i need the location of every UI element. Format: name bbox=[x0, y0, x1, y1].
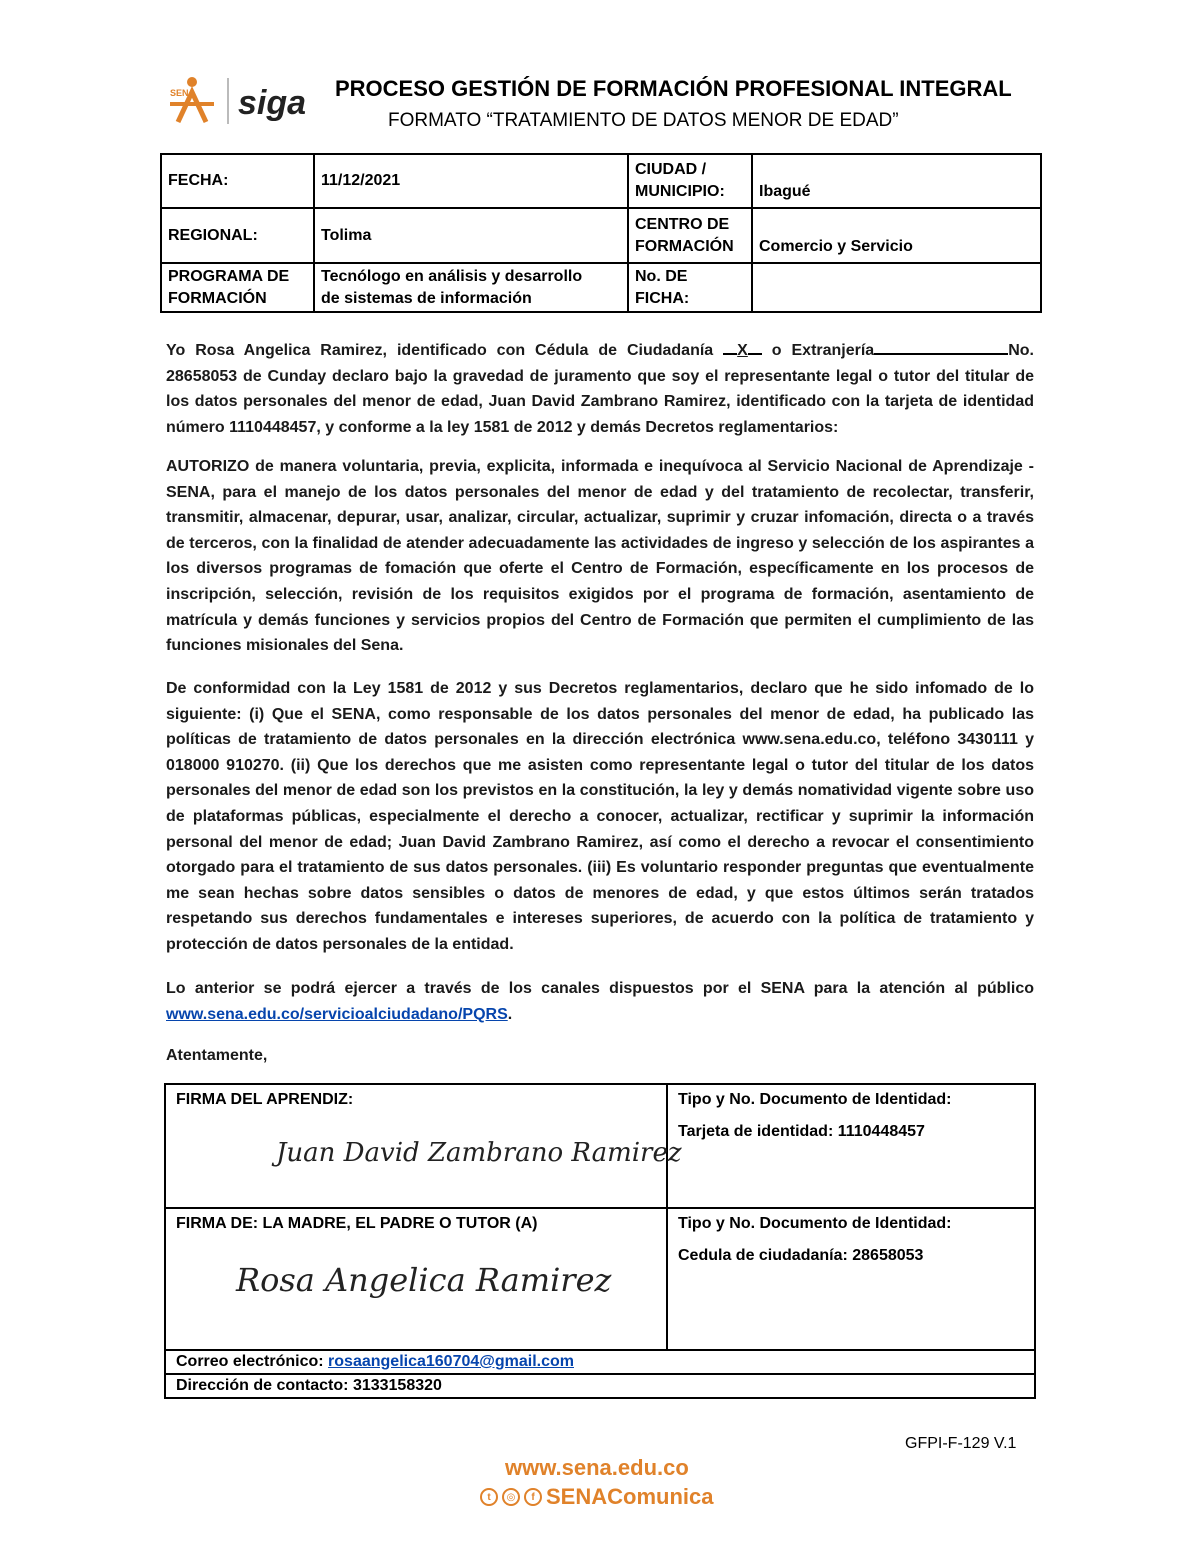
ciudad-label: CIUDAD / MUNICIPIO: bbox=[628, 154, 752, 208]
info-table bbox=[160, 153, 1042, 313]
tutor-signature bbox=[236, 1247, 616, 1307]
closing-text: Atentamente, bbox=[166, 1047, 268, 1064]
footer-social bbox=[480, 1484, 713, 1510]
aprendiz-document-cell bbox=[667, 1084, 1035, 1208]
fecha-value: 11/12/2021 bbox=[314, 154, 628, 208]
ciudad-value: Ibagué bbox=[752, 154, 1041, 208]
tutor-document-cell bbox=[667, 1208, 1035, 1350]
document-type-label-2: Tipo y No. Documento de Identidad: bbox=[678, 1215, 952, 1232]
aprendiz-signature-label: FIRMA DEL APRENDIZ: bbox=[176, 1091, 354, 1108]
email-row bbox=[165, 1350, 1035, 1374]
email-label: Correo electrónico: bbox=[176, 1353, 324, 1370]
facebook-icon: f bbox=[524, 1488, 542, 1506]
document-subtitle: FORMATO “TRATAMIENTO DE DATOS MENOR DE EDAD” bbox=[388, 110, 899, 131]
document-title: PROCESO GESTIÓN DE FORMACIÓN PROFESIONAL INTEGRAL bbox=[335, 76, 1012, 101]
tutor-document-value: Cedula de ciudadanía: 28658053 bbox=[678, 1247, 924, 1264]
aprendiz-document-value: Tarjeta de identidad: 1110448457 bbox=[678, 1123, 925, 1140]
programa-label: PROGRAMA DE FORMACIÓN bbox=[161, 263, 314, 312]
svg-text:Rosa Angelica Ramirez: Rosa Angelica Ramirez bbox=[236, 1261, 612, 1299]
regional-value: Tolima bbox=[314, 208, 628, 263]
channels-paragraph: Lo anterior se podrá ejercer a través de los canales dispuestos por el SENA para la atención al público www.sena.edu.co/servicioalciudadano/PQRS. bbox=[166, 980, 1034, 1023]
regional-label: REGIONAL: bbox=[161, 208, 314, 263]
address-label: Dirección de contacto: bbox=[176, 1377, 349, 1394]
ficha-label: No. DE FICHA: bbox=[628, 263, 752, 312]
social-handle: SENAComunica bbox=[546, 1484, 714, 1509]
logo-sena-text: SENA bbox=[170, 88, 196, 98]
twitter-icon: t bbox=[480, 1488, 498, 1506]
programa-value: Tecnólogo en análisis y desarrollo de sistemas de información bbox=[314, 263, 628, 312]
centro-label: CENTRO DE FORMACIÓN bbox=[628, 208, 752, 263]
instagram-icon: ◎ bbox=[502, 1488, 520, 1506]
sena-siga-logo bbox=[160, 70, 315, 130]
ficha-value bbox=[752, 263, 1041, 312]
tutor-signature-label: FIRMA DE: LA MADRE, EL PADRE O TUTOR (A) bbox=[176, 1215, 538, 1232]
document-type-label-1: Tipo y No. Documento de Identidad: bbox=[678, 1091, 952, 1108]
address-value: 3133158320 bbox=[352, 1377, 442, 1394]
footer-website: www.sena.edu.co bbox=[505, 1455, 689, 1480]
svg-text:Juan David Zambrano Ramirez: Juan David Zambrano Ramirez bbox=[276, 1138, 682, 1168]
address-row bbox=[165, 1374, 1035, 1398]
tutor-signature-cell bbox=[165, 1208, 667, 1350]
form-code: GFPI-F-129 V.1 bbox=[905, 1435, 1017, 1452]
declaration-paragraph: Yo Rosa Angelica Ramirez, identificado con Cédula de Ciudadanía X o Extranjería No. 28658053 de Cunday declaro bajo la gravedad de juramento que soy el representante legal o tutor del titular de los datos personales del menor de edad, Juan David Zambrano Ramirez, identificado con la tarjeta de identidad número 1110448457, y conforme a la ley 1581 de 2012 y demás Decretos reglamentarios: bbox=[166, 335, 1034, 440]
email-link[interactable]: rosaangelica160704@gmail.com bbox=[328, 1353, 574, 1370]
aprendiz-signature-cell bbox=[165, 1084, 682, 1208]
signature-table bbox=[164, 1083, 1036, 1399]
fecha-label: FECHA: bbox=[161, 154, 314, 208]
authorization-paragraph: AUTORIZO de manera voluntaria, previa, explicita, informada e inequívoca al Servicio Nacional de Aprendizaje - SENA, para el manejo de los datos personales del menor de edad y del tratamiento de recolectar, transferir, transmitir, almacenar, depurar, usar, analizar, circular, actualizar, suprimir y cruzar infomación, directa o a través de terceros, con la finalidad de atender adecuadamente las actividades de ingreso y selección de los aspirantes a los diversos programas de fomación que oferte el Centro de Formación, específicamente en los procesos de inscripción, selección, revisión de los requisitos exigidos por el programa de formación, asentamiento de matrícula y demás funciones y servicios propios del Centro de Formación que permiten el cumplimiento de las funciones misionales del Sena. bbox=[166, 458, 1034, 655]
aprendiz-signature bbox=[276, 1121, 682, 1181]
conformity-paragraph: De conformidad con la Ley 1581 de 2012 y sus Decretos reglamentarios, declaro que he sido infomado de lo siguiente: (i) Que el SENA, como responsable de los datos personales del menor de edad, ha publicado las políticas de tratamiento de datos personales en la dirección electrónica www.sena.edu.co, teléfono 3430111 y 018000 910270. (ii) Que los derechos que me asisten como representante legal o tutor del titular de los datos personales del menor de edad son los previstos en la constitución, la ley y demás nomatividad vigente sobre uso de plataformas públicas, especialmente el derecho a conocer, actualizar, rectificar y suprimir la información personal del menor de edad; Juan David Zambrano Ramirez, así como el derecho a revocar el consentimiento otorgado para el tratamiento de sus datos personales. (iii) Es voluntario responder preguntas que eventualmente me sean hechas sobre datos sensibles o datos de menores de edad, y que estos últimos serán tratados respetando sus derechos fundamentales e intereses superiores, de acuerdo con la política de tratamiento y protección de datos personales de la entidad. bbox=[166, 680, 1034, 953]
logo-siga-text: siga bbox=[238, 84, 307, 122]
cc-mark: X bbox=[737, 342, 748, 359]
centro-value: Comercio y Servicio bbox=[752, 208, 1041, 263]
pqrs-link[interactable]: www.sena.edu.co/servicioalciudadano/PQRS bbox=[166, 1005, 508, 1023]
